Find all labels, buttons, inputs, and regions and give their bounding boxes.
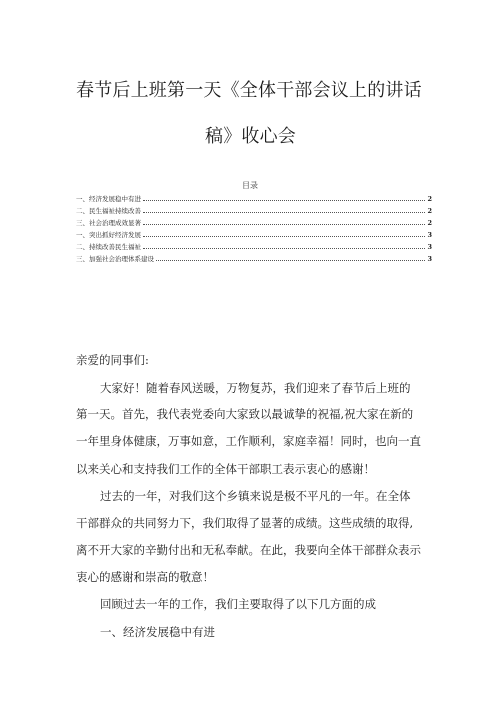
paragraph-line: 衷心的感谢和崇高的敬意！	[76, 570, 214, 584]
salutation: 亲爱的同事们:	[76, 353, 149, 367]
toc-entry[interactable]	[76, 230, 432, 242]
toc-leader-dots	[143, 211, 425, 213]
paragraph-line: 回顾过去一年的工作，我们主要取得了以下几方面的成	[100, 597, 376, 611]
toc-leader-dots	[143, 247, 425, 249]
toc-entry[interactable]	[76, 254, 432, 266]
document-title-line-2: 稿》收心会	[205, 126, 296, 147]
toc-entry[interactable]	[76, 206, 432, 218]
document-title-line-1: 春节后上班第一天《全体干部会议上的讲话	[76, 80, 422, 101]
paragraph-line: 离不开大家的辛勤付出和无私奉献。在此，我要向全体干部群众表示	[76, 543, 421, 557]
toc-entry-page: 3	[427, 231, 432, 239]
toc-entry-label: 一、经济发展稳中有进	[76, 195, 141, 203]
toc-leader-dots	[156, 259, 425, 261]
paragraph-line: 一年里身体健康，万事如意，工作顺利，家庭幸福！同时，也向一直	[76, 434, 421, 448]
toc-entry-page: 2	[427, 207, 432, 215]
toc-entry[interactable]	[76, 218, 432, 230]
toc-leader-dots	[143, 223, 425, 225]
section-heading: 一、经济发展稳中有进	[100, 625, 215, 639]
toc-entry-label: 三、社会治理成效显著	[76, 219, 141, 227]
toc-heading: 目录	[242, 181, 258, 190]
toc-leader-dots	[143, 235, 425, 237]
toc-entry-page: 2	[427, 195, 432, 203]
toc-entry-page: 3	[427, 255, 432, 263]
paragraph-line: 以来关心和支持我们工作的全体干部职工表示衷心的感谢！	[76, 462, 375, 476]
paragraph-line: 干部群众的共同努力下，我们取得了显著的成绩。这些成绩的取得,	[76, 516, 414, 530]
toc-leader-dots	[143, 199, 425, 201]
toc-entry-label: 三、加强社会治理体系建设	[76, 255, 154, 263]
paragraph-line: 过去的一年，对我们这个乡镇来说是极不平凡的一年。在全体	[100, 489, 411, 503]
toc-entry-page: 2	[427, 219, 432, 227]
toc-entry-label: 一、突出抓好经济发展	[76, 231, 141, 239]
paragraph-line: 第一天。首先，我代表党委向大家致以最诚挚的祝福,祝大家在新的	[76, 407, 414, 421]
table-of-contents	[76, 194, 432, 266]
toc-entry-page: 3	[427, 243, 432, 251]
toc-entry[interactable]	[76, 194, 432, 206]
toc-entry-label: 二、持续改善民生福祉	[76, 243, 141, 251]
paragraph-line: 大家好！随着春风送暖，万物复苏，我们迎来了春节后上班的	[100, 381, 411, 395]
toc-entry-label: 二、民生福祉持续改善	[76, 207, 141, 215]
toc-entry[interactable]	[76, 242, 432, 254]
